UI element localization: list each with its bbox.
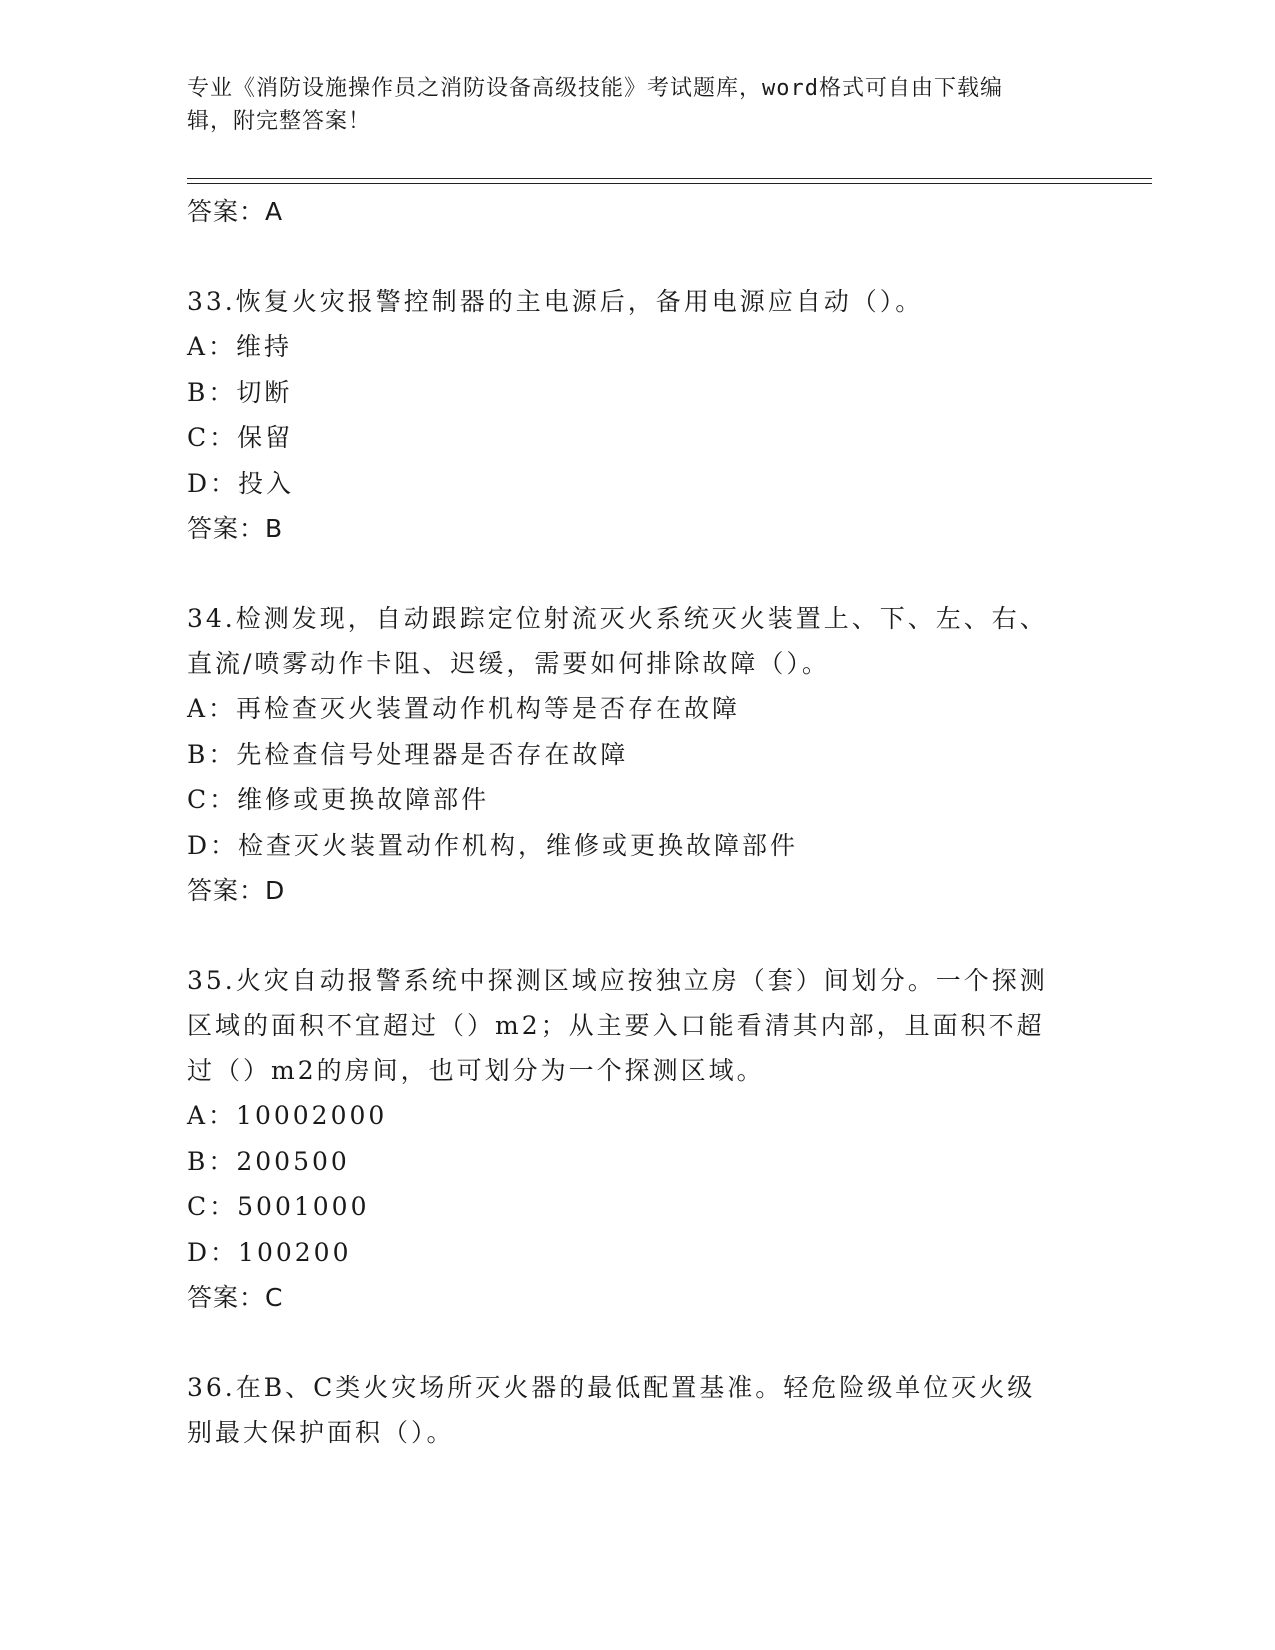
question-stem: 33.恢复火灾报警控制器的主电源后，备用电源应自动（）。: [187, 287, 924, 316]
question-block: [187, 596, 1087, 914]
question-block: [187, 1365, 1087, 1455]
answer-option: A：维持: [187, 332, 293, 361]
question-stem: 35.火灾自动报警系统中探测区域应按独立房（套）间划分。一个探测: [187, 966, 1048, 995]
answer-line: 答案：B: [187, 514, 284, 543]
answer-option: B：200500: [187, 1146, 350, 1176]
question-spacer: [187, 552, 1087, 596]
question-spacer: [187, 1321, 1087, 1365]
question-stem: 过（）m2的房间，也可划分为一个探测区域。: [187, 1056, 765, 1085]
answer-option: B：先检查信号处理器是否存在故障: [187, 739, 629, 769]
question-spacer: [187, 235, 1087, 279]
header-line-2: 辑，附完整答案！: [187, 109, 372, 134]
header-note: [187, 72, 1067, 138]
question-stem: 36.在B、C类火灾场所灭火器的最低配置基准。轻危险级单位灭火级: [187, 1373, 1036, 1402]
header-divider-bottom: [187, 183, 1152, 184]
question-spacer: [187, 914, 1087, 958]
question-stem: 34.检测发现，自动跟踪定位射流灭火系统灭火装置上、下、左、右、: [187, 604, 1048, 633]
answer-line: 答案：A: [187, 197, 284, 226]
question-block: [187, 958, 1087, 1321]
question-stem: 区域的面积不宜超过（）m2；从主要入口能看清其内部，且面积不超: [187, 1011, 1045, 1040]
answer-option: C：保留: [187, 423, 294, 452]
answer-option: C：维修或更换故障部件: [187, 785, 490, 814]
answer-option: B：切断: [187, 377, 293, 407]
question-block: [187, 279, 1087, 552]
question-list: [187, 189, 1087, 1455]
header-line-1: 专业《消防设施操作员之消防设备高级技能》考试题库，word格式可自由下载编: [187, 76, 1003, 101]
answer-option: D：投入: [187, 468, 295, 498]
answer-option: A：10002000: [187, 1101, 388, 1130]
answer-option: A：再检查灭火装置动作机构等是否存在故障: [187, 694, 741, 723]
question-stem: 直流/喷雾动作卡阻、迟缓，需要如何排除故障（）。: [187, 649, 830, 678]
answer-option: C：5001000: [187, 1192, 370, 1221]
answer-option: D：100200: [187, 1237, 352, 1267]
header-divider-top: [187, 178, 1152, 179]
answer-line: 答案：D: [187, 876, 286, 905]
answer-option: D：检查灭火装置动作机构，维修或更换故障部件: [187, 830, 799, 860]
answer-line: 答案：C: [187, 1283, 284, 1312]
question-stem: 别最大保护面积（）。: [187, 1418, 455, 1447]
